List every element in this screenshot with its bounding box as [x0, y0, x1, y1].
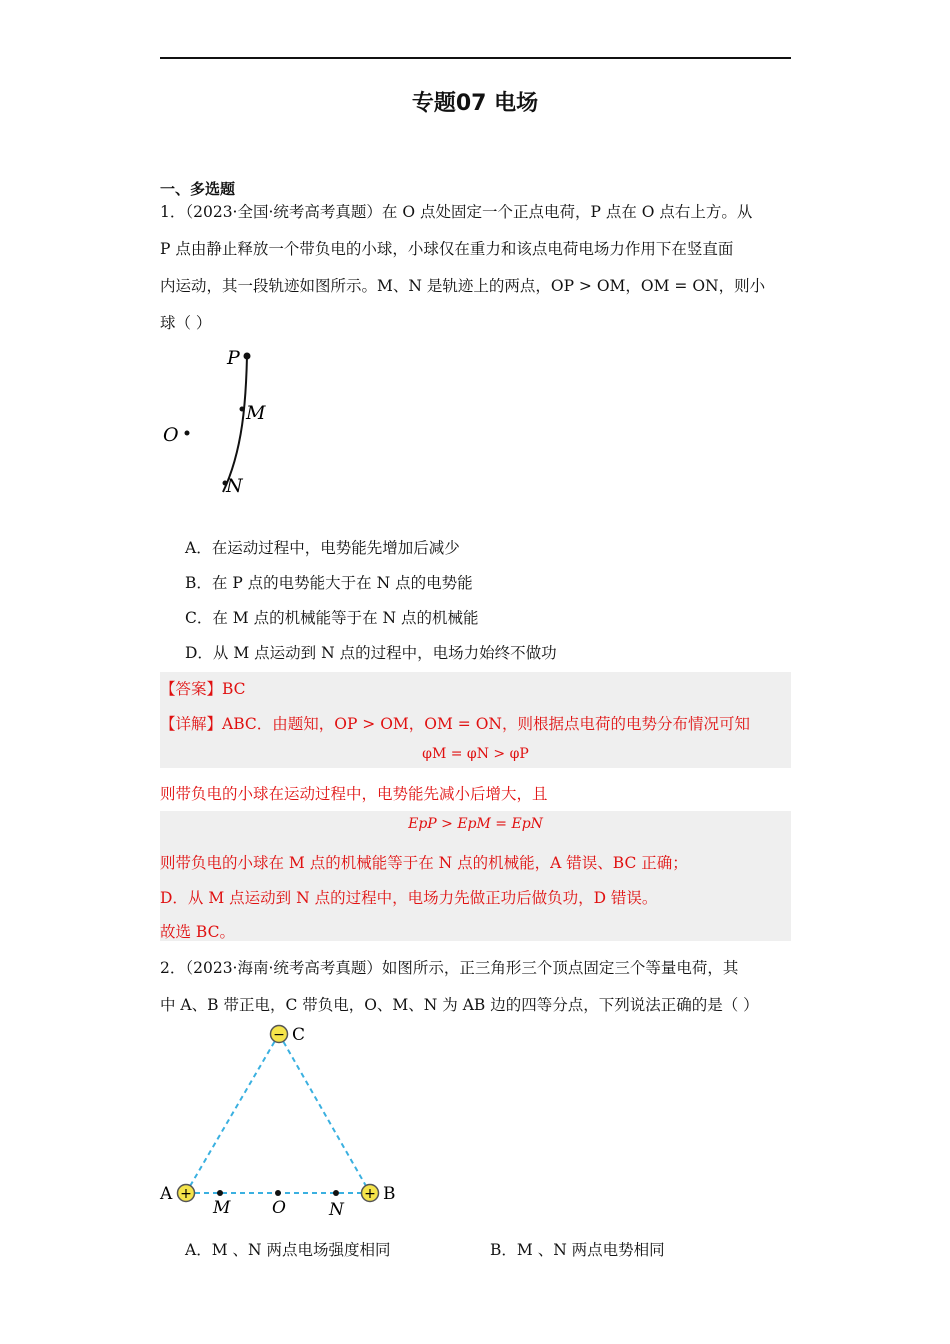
explain-line: 则带负电的小球在运动过程中，电势能先减小后增大，且: [160, 785, 548, 803]
trajectory-curve: [223, 356, 247, 492]
label-o: O: [163, 424, 179, 446]
edge-cb: [279, 1034, 370, 1193]
explain-line: 则带负电的小球在 M 点的机械能等于在 N 点的机械能，A 错误、BC 正确；: [160, 854, 688, 872]
explain-line: D．从 M 点运动到 N 点的过程中，电场力先做正功后做负功，D 错误。: [160, 889, 658, 907]
plus-sign: +: [180, 1186, 192, 1202]
label-b: B: [383, 1184, 396, 1204]
q2-line: 2．（2023·海南·统考高考真题）如图所示，正三角形三个顶点固定三个等量电荷，其: [160, 959, 739, 977]
formula-potential: φM = φN > φP: [422, 746, 529, 762]
q2-option-b: B．M 、N 两点电势相同: [490, 1241, 665, 1259]
label-p: P: [227, 347, 240, 369]
label-o: O: [272, 1198, 286, 1218]
q1-stem: [160, 194, 790, 342]
q1-line: 球（ ）: [160, 314, 212, 332]
answer-label: 【答案】BC: [160, 680, 246, 698]
label-n: N: [226, 475, 243, 497]
q2-option-a: A．M 、N 两点电场强度相同: [185, 1241, 391, 1259]
point-p-dot: [244, 353, 251, 360]
q1-option-a: A．在运动过程中，电势能先增加后减少: [185, 539, 460, 557]
q1-line: P 点由静止释放一个带负电的小球，小球仅在重力和该点电荷电场力作用下在竖直面: [160, 240, 734, 258]
plus-sign: +: [364, 1186, 376, 1202]
q1-option-b: B．在 P 点的电势能大于在 N 点的电势能: [185, 574, 473, 592]
edge-ca: [186, 1034, 279, 1193]
point-m-dot: [217, 1190, 223, 1196]
charge-c-negative: [271, 1026, 288, 1044]
label-m: M: [246, 402, 266, 424]
q2-triangle-figure: [150, 1015, 410, 1225]
q2-stem: [160, 950, 790, 1024]
section-heading: 一、多选题: [160, 180, 236, 198]
q1-trajectory-figure: [150, 340, 310, 505]
q1-option-c: C．在 M 点的机械能等于在 N 点的机械能: [185, 609, 479, 627]
q1-line: 内运动，其一段轨迹如图所示。M、N 是轨迹上的两点，OP > OM，OM = ON，则小: [160, 277, 766, 295]
label-m: M: [213, 1198, 231, 1218]
label-c: C: [292, 1025, 306, 1045]
point-o-dot: [185, 431, 190, 436]
q1-line: 1．（2023·全国·统考高考真题）在 O 点处固定一个正点电荷，P 点在 O 点右上方。从: [160, 203, 753, 221]
label-a: A: [160, 1184, 173, 1204]
point-m-dot: [240, 407, 245, 412]
page-title: 专题07 电场: [411, 91, 539, 116]
label-n: N: [329, 1200, 344, 1220]
explain-line: 故选 BC。: [160, 923, 235, 941]
explain-line: 【详解】ABC．由题知，OP > OM，OM = ON，则根据点电荷的电势分布情况可知: [160, 715, 750, 733]
point-n-dot: [333, 1190, 339, 1196]
header-rule: [160, 57, 791, 59]
minus-sign: −: [273, 1027, 285, 1043]
formula-energy: EpP > EpM = EpN: [408, 816, 543, 832]
q2-line: 中 A、B 带正电，C 带负电，O、M、N 为 AB 边的四等分点，下列说法正确的是（ ）: [160, 996, 759, 1014]
point-o-dot: [275, 1190, 281, 1196]
charge-b-positive: [362, 1185, 379, 1203]
charge-a-positive: [178, 1185, 195, 1203]
q1-option-d: D．从 M 点运动到 N 点的过程中，电场力始终不做功: [185, 644, 557, 662]
